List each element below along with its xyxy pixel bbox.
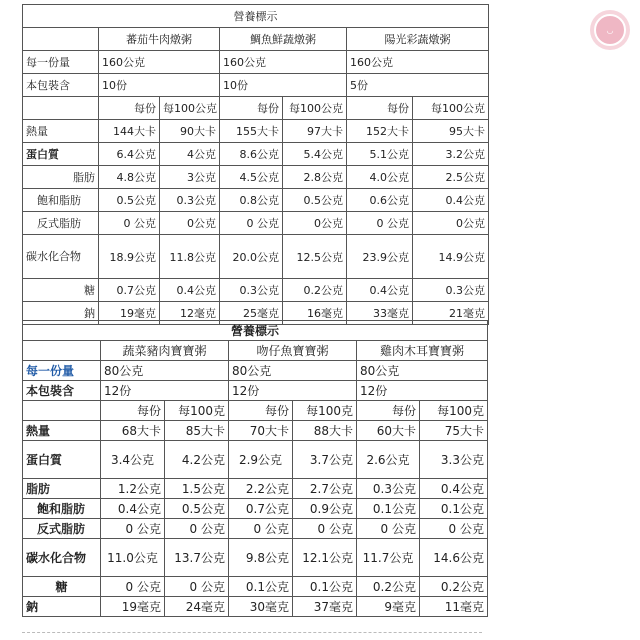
nutrient-value: 0.5公克 <box>283 189 347 212</box>
nutrient-value: 24毫克 <box>165 597 229 617</box>
nutrient-value: 5.4公克 <box>283 143 347 166</box>
nutrient-value: 6.4公克 <box>99 143 160 166</box>
nutrient-value: 33毫克 <box>347 302 413 325</box>
nutrient-value: 11毫克 <box>420 597 488 617</box>
brand-stamp-icon <box>590 10 630 50</box>
serving-size-value: 80公克 <box>229 361 357 381</box>
nutrient-row <box>23 441 488 479</box>
product-name: 雞肉木耳寶寶粥 <box>357 341 488 361</box>
nutrient-value: 0.7公克 <box>99 279 160 302</box>
nutrient-value: 68大卡 <box>101 421 165 441</box>
nutrient-value: 0.2公克 <box>283 279 347 302</box>
nutrient-value: 14.6公克 <box>420 539 488 577</box>
product-name: 蕃茄牛肉燉粥 <box>99 28 220 51</box>
nutrient-label: 糖 <box>23 279 99 302</box>
nutrient-value: 0.2公克 <box>420 577 488 597</box>
nutrient-label: 脂肪 <box>23 166 99 189</box>
nutrient-value: 0 公克 <box>165 577 229 597</box>
nutrient-label: 碳水化合物 <box>23 539 101 577</box>
nutrient-value: 2.6公克 <box>357 441 420 479</box>
serving-size-label: 每一份量 <box>23 361 101 381</box>
per-serving-header: 每份 <box>220 97 283 120</box>
nutrient-value: 70大卡 <box>229 421 293 441</box>
product-name: 陽光彩蔬燉粥 <box>347 28 489 51</box>
cropped-text-edge <box>22 632 482 639</box>
nutrient-label: 反式脂肪 <box>23 212 99 235</box>
nutrient-value: 2.7公克 <box>293 479 357 499</box>
nutrient-value: 0 公克 <box>220 212 283 235</box>
nutrient-label: 脂肪 <box>23 479 101 499</box>
nutrient-value: 0.9公克 <box>293 499 357 519</box>
nutrient-row <box>23 212 489 235</box>
nutrient-value: 144大卡 <box>99 120 160 143</box>
nutrient-value: 0.4公克 <box>413 189 489 212</box>
unit-header-blank <box>23 401 101 421</box>
product-name: 吻仔魚寶寶粥 <box>229 341 357 361</box>
nutrient-value: 0.4公克 <box>420 479 488 499</box>
nutrient-value: 0.3公克 <box>357 479 420 499</box>
nutrient-value: 0公克 <box>413 212 489 235</box>
nutrient-value: 0 公克 <box>420 519 488 539</box>
per-100-header: 每100公克 <box>160 97 220 120</box>
unit-header-blank <box>23 97 99 120</box>
nutrient-label: 鈉 <box>23 302 99 325</box>
nutrient-row <box>23 235 489 279</box>
serving-size-value: 160公克 <box>347 51 489 74</box>
nutrient-row <box>23 421 488 441</box>
nutrient-value: 25毫克 <box>220 302 283 325</box>
nutrient-value: 0.2公克 <box>357 577 420 597</box>
nutrient-row <box>23 120 489 143</box>
nutrient-value: 75大卡 <box>420 421 488 441</box>
nutrient-value: 12毫克 <box>160 302 220 325</box>
nutrient-row <box>23 479 488 499</box>
nutrient-value: 0.1公克 <box>293 577 357 597</box>
nutrient-value: 12.5公克 <box>283 235 347 279</box>
nutrient-label: 蛋白質 <box>23 441 101 479</box>
nutrient-value: 20.0公克 <box>220 235 283 279</box>
nutrient-value: 3.3公克 <box>420 441 488 479</box>
servings-per-pack-label: 本包裝含 <box>23 381 101 401</box>
nutrient-value: 0公克 <box>160 212 220 235</box>
nutrient-value: 9毫克 <box>357 597 420 617</box>
nutrient-value: 155大卡 <box>220 120 283 143</box>
nutrient-value: 95大卡 <box>413 120 489 143</box>
nutrient-row <box>23 577 488 597</box>
nutrient-value: 11.0公克 <box>101 539 165 577</box>
nutrient-value: 90大卡 <box>160 120 220 143</box>
nutrient-value: 0.8公克 <box>220 189 283 212</box>
nutrient-value: 0 公克 <box>229 519 293 539</box>
nutrient-value: 14.9公克 <box>413 235 489 279</box>
nutrient-value: 4.8公克 <box>99 166 160 189</box>
nutrient-value: 0 公克 <box>347 212 413 235</box>
nutrient-label: 糖 <box>23 577 101 597</box>
nutrient-value: 30毫克 <box>229 597 293 617</box>
nutrient-value: 0.7公克 <box>229 499 293 519</box>
nutrient-value: 0 公克 <box>165 519 229 539</box>
nutrient-row <box>23 597 488 617</box>
table-title: 營養標示 <box>23 321 488 341</box>
nutrient-value: 11.8公克 <box>160 235 220 279</box>
nutrient-value: 0.1公克 <box>420 499 488 519</box>
nutrient-value: 0.4公克 <box>160 279 220 302</box>
per-100-header: 每100克 <box>165 401 229 421</box>
nutrient-value: 3.2公克 <box>413 143 489 166</box>
per-serving-header: 每份 <box>357 401 420 421</box>
nutrient-row <box>23 519 488 539</box>
nutrient-value: 4.5公克 <box>220 166 283 189</box>
nutrient-value: 0 公克 <box>357 519 420 539</box>
nutrient-row <box>23 166 489 189</box>
nutrient-value: 60大卡 <box>357 421 420 441</box>
nutrient-value: 0.5公克 <box>99 189 160 212</box>
nutrient-value: 1.2公克 <box>101 479 165 499</box>
nutrient-value: 19毫克 <box>101 597 165 617</box>
nutrient-value: 0 公克 <box>101 577 165 597</box>
nutrient-value: 9.8公克 <box>229 539 293 577</box>
nutrient-value: 97大卡 <box>283 120 347 143</box>
servings-per-pack-value: 10份 <box>99 74 220 97</box>
nutrient-value: 3.7公克 <box>293 441 357 479</box>
nutrient-value: 0 公克 <box>99 212 160 235</box>
nutrient-value: 11.7公克 <box>357 539 420 577</box>
nutrient-value: 12.1公克 <box>293 539 357 577</box>
nutrient-label: 飽和脂肪 <box>23 499 101 519</box>
nutrient-value: 88大卡 <box>293 421 357 441</box>
corner-cell <box>23 28 99 51</box>
per-100-header: 每100公克 <box>413 97 489 120</box>
serving-size-label: 每一份量 <box>23 51 99 74</box>
serving-size-value: 80公克 <box>101 361 229 381</box>
nutrient-value: 19毫克 <box>99 302 160 325</box>
nutrient-label: 熱量 <box>23 421 101 441</box>
servings-per-pack-label: 本包裝含 <box>23 74 99 97</box>
nutrition-table-1 <box>22 4 489 325</box>
nutrient-value: 8.6公克 <box>220 143 283 166</box>
nutrient-value: 0.6公克 <box>347 189 413 212</box>
product-name: 鯛魚鮮蔬燉粥 <box>220 28 347 51</box>
nutrient-value: 0 公克 <box>293 519 357 539</box>
serving-size-value: 80公克 <box>357 361 488 381</box>
servings-per-pack-value: 10份 <box>220 74 347 97</box>
serving-size-value: 160公克 <box>99 51 220 74</box>
per-100-header: 每100公克 <box>283 97 347 120</box>
product-name: 蔬菜豬肉寶寶粥 <box>101 341 229 361</box>
brand-stamp-inner: ◡ <box>594 14 626 46</box>
nutrient-value: 21毫克 <box>413 302 489 325</box>
nutrient-row <box>23 279 489 302</box>
nutrient-value: 0公克 <box>283 212 347 235</box>
serving-size-value: 160公克 <box>220 51 347 74</box>
per-serving-header: 每份 <box>229 401 293 421</box>
nutrient-row <box>23 189 489 212</box>
table-title: 營養標示 <box>23 5 489 28</box>
nutrient-value: 4.2公克 <box>165 441 229 479</box>
per-100-header: 每100克 <box>293 401 357 421</box>
per-serving-header: 每份 <box>99 97 160 120</box>
servings-per-pack-value: 5份 <box>347 74 489 97</box>
nutrient-value: 16毫克 <box>283 302 347 325</box>
nutrient-value: 2.9公克 <box>229 441 293 479</box>
per-serving-header: 每份 <box>101 401 165 421</box>
nutrient-row <box>23 539 488 577</box>
nutrient-value: 2.2公克 <box>229 479 293 499</box>
nutrient-label: 蛋白質 <box>23 143 99 166</box>
nutrient-value: 1.5公克 <box>165 479 229 499</box>
nutrient-value: 4.0公克 <box>347 166 413 189</box>
nutrient-value: 0.5公克 <box>165 499 229 519</box>
nutrient-value: 0 公克 <box>101 519 165 539</box>
per-100-header: 每100克 <box>420 401 488 421</box>
nutrient-value: 2.5公克 <box>413 166 489 189</box>
nutrient-value: 0.3公克 <box>220 279 283 302</box>
nutrient-value: 0.1公克 <box>229 577 293 597</box>
servings-per-pack-value: 12份 <box>101 381 229 401</box>
nutrient-label: 碳水化合物 <box>23 235 99 279</box>
nutrient-value: 23.9公克 <box>347 235 413 279</box>
servings-per-pack-value: 12份 <box>357 381 488 401</box>
nutrient-value: 3公克 <box>160 166 220 189</box>
nutrient-value: 152大卡 <box>347 120 413 143</box>
nutrient-value: 13.7公克 <box>165 539 229 577</box>
nutrient-label: 鈉 <box>23 597 101 617</box>
nutrient-value: 0.3公克 <box>160 189 220 212</box>
nutrient-value: 85大卡 <box>165 421 229 441</box>
nutrient-value: 18.9公克 <box>99 235 160 279</box>
nutrient-row <box>23 143 489 166</box>
corner-cell <box>23 341 101 361</box>
nutrient-row <box>23 499 488 519</box>
servings-per-pack-value: 12份 <box>229 381 357 401</box>
nutrient-value: 37毫克 <box>293 597 357 617</box>
nutrient-value: 0.4公克 <box>347 279 413 302</box>
nutrient-value: 3.4公克 <box>101 441 165 479</box>
per-serving-header: 每份 <box>347 97 413 120</box>
nutrient-label: 飽和脂肪 <box>23 189 99 212</box>
nutrient-value: 0.3公克 <box>413 279 489 302</box>
nutrient-value: 5.1公克 <box>347 143 413 166</box>
nutrient-label: 熱量 <box>23 120 99 143</box>
nutrient-value: 2.8公克 <box>283 166 347 189</box>
nutrient-value: 4公克 <box>160 143 220 166</box>
nutrient-value: 0.4公克 <box>101 499 165 519</box>
nutrient-label: 反式脂肪 <box>23 519 101 539</box>
nutrient-value: 0.1公克 <box>357 499 420 519</box>
nutrition-table-2 <box>22 320 488 617</box>
